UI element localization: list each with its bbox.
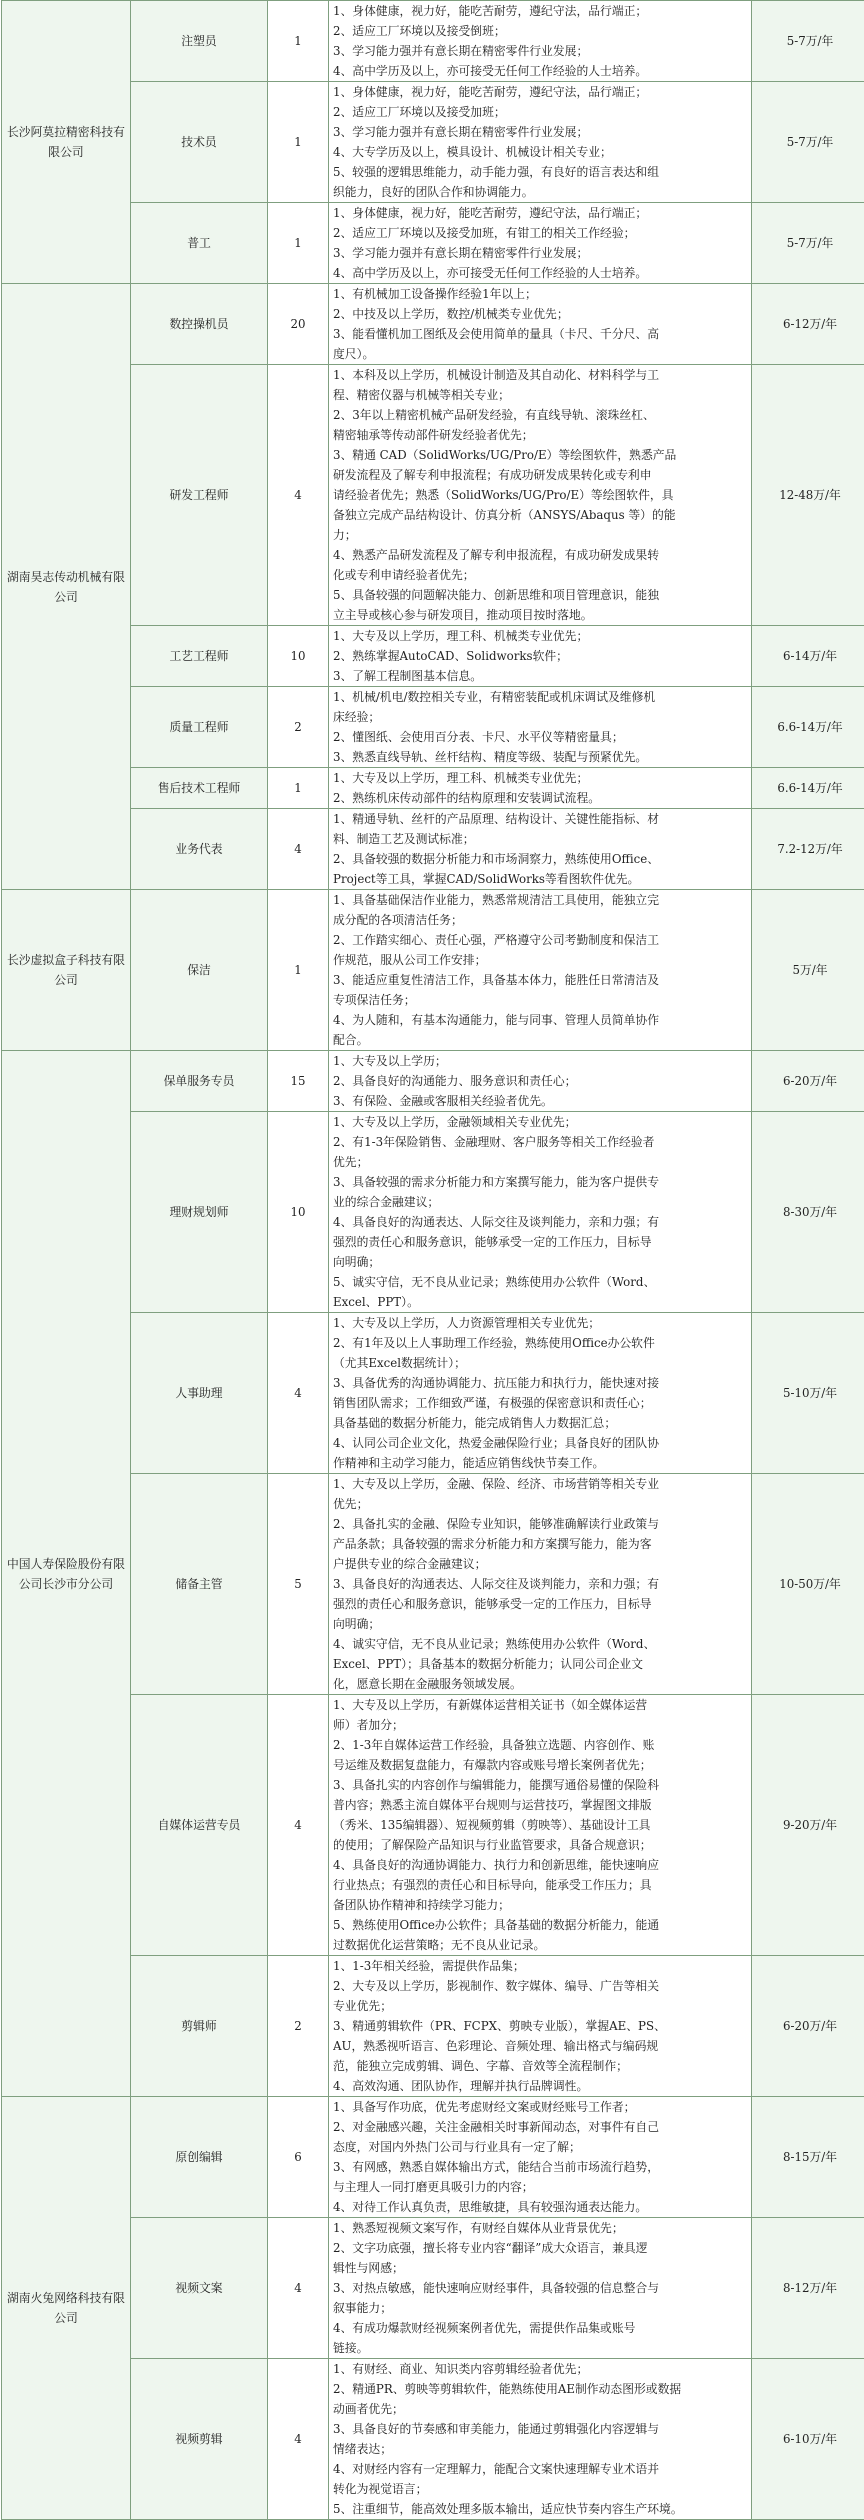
requirements-cell — [329, 768, 752, 809]
requirement-line: 2、大专及以上学历，影视制作、数字媒体、编导、广告等相关 — [333, 1979, 660, 1993]
requirement-line: 链接。 — [333, 2341, 369, 2355]
headcount: 5 — [268, 1474, 329, 1695]
requirement-line: 1、大专及以上学历，金融领域相关专业优先； — [333, 1115, 577, 1129]
requirement-line: 产品条款；具备较强的需求分析能力和方案撰写能力，能为客 — [333, 1537, 652, 1551]
requirement-line: 向明确； — [333, 1617, 381, 1631]
requirements-cell — [329, 1313, 752, 1474]
headcount: 15 — [268, 1051, 329, 1112]
salary: 10-50万/年 — [752, 1474, 864, 1695]
requirement-line: 3、对热点敏感，能快速响应财经事件，具备较强的信息整合与 — [333, 2281, 660, 2295]
headcount: 4 — [268, 365, 329, 626]
requirement-line: 5、较强的逻辑思维能力，动手能力强，有良好的语言表达和组 — [333, 165, 660, 179]
requirement-line: 4、有成功爆款财经视频案例者优先，需提供作品集或账号 — [333, 2321, 636, 2335]
headcount: 2 — [268, 687, 329, 768]
requirement-line: 向明确； — [333, 1255, 381, 1269]
position-name: 技术员 — [131, 82, 268, 203]
requirement-line: AU，熟悉视听语言、色彩理论、音频处理、输出格式与编码规 — [333, 2039, 659, 2053]
salary: 5-7万/年 — [752, 203, 864, 284]
requirements-cell — [329, 1051, 752, 1112]
requirement-line: Excel、PPT）。 — [333, 1295, 419, 1309]
requirement-line: 1、本科及以上学历，机械设计制造及其自动化、材料科学与工 — [333, 368, 660, 382]
requirement-line: 号运维及数据复盘能力，有爆款内容或账号增长案例者优先； — [333, 1758, 652, 1772]
position-name: 保洁 — [131, 890, 268, 1051]
company-name: 湖南火兔网络科技有限公司 — [2, 2097, 131, 2520]
requirement-line: 5、具备较强的问题解决能力、创新思维和项目管理意识，能独 — [333, 588, 660, 602]
requirement-line: Excel、PPT）；具备基本的数据分析能力；认同公司企业文 — [333, 1657, 644, 1671]
requirement-line: 2、具备良好的沟通能力、服务意识和责任心； — [333, 1074, 577, 1088]
position-name: 售后技术工程师 — [131, 768, 268, 809]
salary: 8-12万/年 — [752, 2218, 864, 2359]
salary: 6-14万/年 — [752, 626, 864, 687]
requirement-line: 情绪表达； — [333, 2442, 392, 2456]
requirement-line: 强烈的责任心和服务意识，能够承受一定的工作压力，目标导 — [333, 1597, 652, 1611]
requirement-line: 具备基础的数据分析能力，能完成销售人力数据汇总； — [333, 1416, 617, 1430]
job-table — [1, 0, 864, 2520]
headcount: 4 — [268, 2359, 329, 2520]
company-name: 湖南昊志传动机械有限公司 — [2, 284, 131, 890]
requirement-line: 的使用；了解保险产品知识与行业监管要求，具备合规意识； — [333, 1838, 652, 1852]
requirement-line: 4、高效沟通、团队协作，理解并执行品牌调性。 — [333, 2079, 589, 2093]
salary: 6.6-14万/年 — [752, 768, 864, 809]
requirements-cell — [329, 284, 752, 365]
requirement-line: 备团队协作精神和持续学习能力； — [333, 1898, 510, 1912]
headcount: 6 — [268, 2097, 329, 2218]
requirement-line: 床经验； — [333, 710, 381, 724]
requirement-line: 2、具备较强的数据分析能力和市场洞察力，熟练使用Office、 — [333, 852, 660, 866]
requirement-line: 2、适应工厂环境以及接受加班； — [333, 105, 506, 119]
position-name: 原创编辑 — [131, 2097, 268, 2218]
requirement-line: 度尺）。 — [333, 347, 375, 361]
headcount: 1 — [268, 768, 329, 809]
requirement-line: 1、大专及以上学历，理工科、机械类专业优先； — [333, 771, 589, 785]
requirement-line: 动画者优先； — [333, 2402, 404, 2416]
table-row — [2, 365, 864, 626]
salary: 5-7万/年 — [752, 82, 864, 203]
requirement-line: 户提供专业的综合金融建议； — [333, 1557, 487, 1571]
requirements-cell — [329, 687, 752, 768]
salary: 12-48万/年 — [752, 365, 864, 626]
requirements-cell — [329, 2097, 752, 2218]
salary: 6-10万/年 — [752, 2359, 864, 2520]
headcount: 1 — [268, 82, 329, 203]
salary: 5万/年 — [752, 890, 864, 1051]
salary: 6.6-14万/年 — [752, 687, 864, 768]
table-row — [2, 1313, 864, 1474]
requirement-line: 4、熟悉产品研发流程及了解专利申报流程，有成功研发成果转 — [333, 548, 660, 562]
requirement-line: 1、熟悉短视频文案写作，有财经自媒体从业背景优先； — [333, 2221, 624, 2235]
requirement-line: 3、具备优秀的沟通协调能力、抗压能力和执行力，能快速对接 — [333, 1376, 660, 1390]
salary: 5-7万/年 — [752, 1, 864, 82]
requirement-line: 4、具备良好的沟通表达、人际交往及谈判能力，亲和力强；有 — [333, 1215, 660, 1229]
requirement-line: 过数据优化运营策略；无不良从业记录。 — [333, 1938, 546, 1952]
salary: 6-20万/年 — [752, 1051, 864, 1112]
requirement-line: 1、身体健康，视力好，能吃苦耐劳，遵纪守法，品行端正； — [333, 206, 648, 220]
headcount: 10 — [268, 1112, 329, 1313]
requirement-line: 请经验者优先；熟悉（SolidWorks/UG/Pro/E）等绘图软件，具 — [333, 488, 674, 502]
table-row — [2, 1051, 864, 1112]
requirement-line: 2、3年以上精密机械产品研发经验，有直线导轨、滚珠丝杠、 — [333, 408, 655, 422]
position-name: 普工 — [131, 203, 268, 284]
position-name: 视频剪辑 — [131, 2359, 268, 2520]
requirement-line: 3、具备良好的沟通表达、人际交往及谈判能力，亲和力强；有 — [333, 1577, 660, 1591]
requirement-line: 4、高中学历及以上，亦可接受无任何工作经验的人士培养。 — [333, 64, 648, 78]
requirement-line: 专业优先； — [333, 1999, 392, 2013]
requirement-line: 2、有1-3年保险销售、金融理财、客户服务等相关工作经验者 — [333, 1135, 655, 1149]
requirement-line: 1、大专及以上学历，有新媒体运营相关证书（如全媒体运营 — [333, 1698, 648, 1712]
table-row — [2, 768, 864, 809]
requirement-line: 5、注重细节，能高效处理多版本输出，适应快节奏内容生产环境。 — [333, 2502, 683, 2516]
requirements-cell — [329, 2218, 752, 2359]
requirement-line: 3、有网感，熟悉自媒体输出方式，能结合当前市场流行趋势， — [333, 2160, 660, 2174]
requirement-line: 2、有1年及以上人事助理工作经验，熟练使用Office办公软件 — [333, 1336, 655, 1350]
job-table-body — [2, 1, 864, 2520]
requirement-line: 4、高中学历及以上，亦可接受无任何工作经验的人士培养。 — [333, 266, 648, 280]
headcount: 4 — [268, 1695, 329, 1956]
requirement-line: 精密轴承等传动部件研发经验者优先； — [333, 428, 534, 442]
requirement-line: 师）者加分； — [333, 1718, 404, 1732]
requirement-line: 4、具备良好的沟通协调能力、执行力和创新思维，能快速响应 — [333, 1858, 660, 1872]
table-row — [2, 626, 864, 687]
headcount: 1 — [268, 1, 329, 82]
requirement-line: 4、认同公司企业文化，热爱金融保险行业；具备良好的团队协 — [333, 1436, 660, 1450]
requirement-line: 1、机械/机电/数控相关专业，有精密装配或机床调试及维修机 — [333, 690, 656, 704]
position-name: 剪辑师 — [131, 1956, 268, 2097]
table-row — [2, 1474, 864, 1695]
headcount: 20 — [268, 284, 329, 365]
requirement-line: 3、精通 CAD（SolidWorks/UG/Pro/E）等绘图软件，熟悉产品 — [333, 448, 677, 462]
requirements-cell — [329, 1112, 752, 1313]
table-row — [2, 1, 864, 82]
requirement-line: 3、具备良好的节奏感和审美能力，能通过剪辑强化内容逻辑与 — [333, 2422, 660, 2436]
requirement-line: 1、1-3年相关经验，需提供作品集； — [333, 1959, 525, 1973]
table-row — [2, 890, 864, 1051]
position-name: 理财规划师 — [131, 1112, 268, 1313]
requirement-line: 备独立完成产品结构设计、仿真分析（ANSYS/Abaqus 等）的能 — [333, 508, 676, 522]
table-row — [2, 1956, 864, 2097]
requirement-line: 2、熟练机床传动部件的结构原理和安装调试流程。 — [333, 791, 601, 805]
requirements-cell — [329, 2359, 752, 2520]
requirements-cell — [329, 1956, 752, 2097]
requirement-line: 1、具备写作功底，优先考虑财经文案或财经账号工作者； — [333, 2100, 636, 2114]
requirement-line: 2、对金融感兴趣，关注金融相关时事新闻动态，对事件有自己 — [333, 2120, 660, 2134]
requirement-line: （尤其Excel数据统计）； — [333, 1356, 466, 1370]
table-row — [2, 2218, 864, 2359]
requirement-line: 力； — [333, 528, 357, 542]
requirement-line: 普内容；熟悉主流自媒体平台规则与运营技巧，掌握图文排版 — [333, 1798, 652, 1812]
position-name: 保单服务专员 — [131, 1051, 268, 1112]
position-name: 研发工程师 — [131, 365, 268, 626]
requirement-line: 2、具备扎实的金融、保险专业知识，能够准确解读行业政策与 — [333, 1517, 660, 1531]
requirement-line: 3、了解工程制图基本信息。 — [333, 669, 483, 683]
salary: 6-12万/年 — [752, 284, 864, 365]
table-row — [2, 1112, 864, 1313]
requirements-cell — [329, 82, 752, 203]
requirement-line: Project等工具，掌握CAD/SolidWorks等看图软件优先。 — [333, 872, 640, 886]
requirement-line: 作规范，服从公司工作安排； — [333, 953, 487, 967]
requirements-cell — [329, 809, 752, 890]
salary: 7.2-12万/年 — [752, 809, 864, 890]
position-name: 人事助理 — [131, 1313, 268, 1474]
headcount: 4 — [268, 1313, 329, 1474]
requirement-line: 2、懂图纸、会使用百分表、卡尺、水平仪等精密量具； — [333, 730, 624, 744]
requirement-line: 5、诚实守信，无不良从业记录；熟练使用办公软件（Word、 — [333, 1275, 656, 1289]
requirements-cell — [329, 1695, 752, 1956]
headcount: 2 — [268, 1956, 329, 2097]
table-row — [2, 1695, 864, 1956]
requirement-line: 2、适应工厂环境以及接受加班，有钳工的相关工作经验； — [333, 226, 636, 240]
requirement-line: 4、诚实守信，无不良从业记录；熟练使用办公软件（Word、 — [333, 1637, 656, 1651]
position-name: 储备主管 — [131, 1474, 268, 1695]
requirement-line: 1、大专及以上学历，人力资源管理相关专业优先； — [333, 1316, 601, 1330]
requirement-line: 态度，对国内外热门公司与行业具有一定了解； — [333, 2140, 581, 2154]
requirement-line: 成分配的各项清洁任务； — [333, 913, 463, 927]
requirement-line: 3、有保险、金融或客服相关经验者优先。 — [333, 1094, 553, 1108]
position-name: 自媒体运营专员 — [131, 1695, 268, 1956]
salary: 5-10万/年 — [752, 1313, 864, 1474]
requirement-line: 作精神和主动学习能力，能适应销售线快节奏工作。 — [333, 1456, 605, 1470]
salary: 9-20万/年 — [752, 1695, 864, 1956]
requirement-line: 行业热点；有强烈的责任心和目标导向，能承受工作压力；具 — [333, 1878, 652, 1892]
requirement-line: 3、能适应重复性清洁工作，具备基本体力，能胜任日常清洁及 — [333, 973, 660, 987]
requirement-line: 1、精通导轨、丝杆的产品原理、结构设计、关键性能指标、材 — [333, 812, 660, 826]
requirement-line: 销售团队需求；工作细致严谨，有极强的保密意识和责任心； — [333, 1396, 652, 1410]
table-row — [2, 203, 864, 284]
requirements-cell — [329, 203, 752, 284]
requirement-line: 范，能独立完成剪辑、调色、字幕、音效等全流程制作； — [333, 2059, 628, 2073]
position-name: 注塑员 — [131, 1, 268, 82]
requirement-line: 化，愿意长期在金融服务领域发展。 — [333, 1677, 522, 1691]
requirement-line: 2、中技及以上学历，数控/机械类专业优先； — [333, 307, 569, 321]
requirement-line: 1、身体健康，视力好，能吃苦耐劳，遵纪守法，品行端正； — [333, 4, 648, 18]
requirements-cell — [329, 1, 752, 82]
requirement-line: 辑性与网感； — [333, 2261, 404, 2275]
requirement-line: 1、有机械加工设备操作经验1年以上； — [333, 287, 537, 301]
table-row — [2, 284, 864, 365]
company-name: 中国人寿保险股份有限公司长沙市分公司 — [2, 1051, 131, 2097]
position-name: 业务代表 — [131, 809, 268, 890]
headcount: 4 — [268, 809, 329, 890]
requirement-line: 1、大专及以上学历； — [333, 1054, 447, 1068]
requirement-line: 1、身体健康，视力好，能吃苦耐劳，遵纪守法，品行端正； — [333, 85, 648, 99]
table-row — [2, 809, 864, 890]
requirement-line: 2、熟练掌握AutoCAD、Solidworks软件； — [333, 649, 568, 663]
requirements-cell — [329, 1474, 752, 1695]
requirement-line: 3、学习能力强并有意长期在精密零件行业发展； — [333, 44, 589, 58]
requirements-cell — [329, 365, 752, 626]
requirement-line: 强烈的责任心和服务意识，能够承受一定的工作压力，目标导 — [333, 1235, 652, 1249]
position-name: 质量工程师 — [131, 687, 268, 768]
position-name: 视频文案 — [131, 2218, 268, 2359]
requirements-cell — [329, 890, 752, 1051]
requirement-line: 1、有财经、商业、知识类内容剪辑经验者优先； — [333, 2362, 589, 2376]
requirement-line: 4、为人随和，有基本沟通能力，能与同事、管理人员简单协作 — [333, 1013, 660, 1027]
requirement-line: 3、学习能力强并有意长期在精密零件行业发展； — [333, 246, 589, 260]
requirement-line: 2、工作踏实细心、责任心强，严格遵守公司考勤制度和保洁工 — [333, 933, 660, 947]
requirement-line: 3、能看懂机加工图纸及会使用简单的量具（卡尺、千分尺、高 — [333, 327, 660, 341]
requirement-line: 3、学习能力强并有意长期在精密零件行业发展； — [333, 125, 589, 139]
requirements-cell — [329, 626, 752, 687]
table-row — [2, 82, 864, 203]
requirement-line: 3、具备较强的需求分析能力和方案撰写能力，能为客户提供专 — [333, 1175, 660, 1189]
requirement-line: 4、对财经内容有一定理解力，能配合文案快速理解专业术语并 — [333, 2462, 660, 2476]
table-row — [2, 2097, 864, 2218]
requirement-line: 3、精通剪辑软件（PR、FCPX、剪映专业版），掌握AE、PS、 — [333, 2019, 666, 2033]
salary: 6-20万/年 — [752, 1956, 864, 2097]
requirement-line: 优先； — [333, 1497, 369, 1511]
requirement-line: 1、大专及以上学历，理工科、机械类专业优先； — [333, 629, 589, 643]
requirement-line: 专项保洁任务； — [333, 993, 416, 1007]
headcount: 4 — [268, 2218, 329, 2359]
requirement-line: 2、1-3年自媒体运营工作经验，具备独立选题、内容创作、账 — [333, 1738, 655, 1752]
requirement-line: 研发流程及了解专利申报流程；有成功研发成果转化或专利申 — [333, 468, 652, 482]
headcount: 1 — [268, 203, 329, 284]
requirement-line: 叙事能力； — [333, 2301, 392, 2315]
requirement-line: 转化为视觉语言； — [333, 2482, 428, 2496]
requirement-line: 2、精通PR、剪映等剪辑软件，能熟练使用AE制作动态图形或数据 — [333, 2382, 682, 2396]
salary: 8-30万/年 — [752, 1112, 864, 1313]
requirement-line: 化或专利申请经验者优先； — [333, 568, 475, 582]
requirement-line: 1、大专及以上学历，金融、保险、经济、市场营销等相关专业 — [333, 1477, 660, 1491]
requirement-line: 5、熟练使用Office办公软件；具备基础的数据分析能力，能通 — [333, 1918, 660, 1932]
requirement-line: 立主导或核心参与研发项目，推动项目按时落地。 — [333, 608, 593, 622]
requirement-line: 2、适应工厂环境以及接受倒班； — [333, 24, 506, 38]
table-row — [2, 687, 864, 768]
company-name: 长沙阿莫拉精密科技有限公司 — [2, 1, 131, 284]
requirement-line: 3、具备扎实的内容创作与编辑能力，能撰写通俗易懂的保险科 — [333, 1778, 660, 1792]
salary: 8-15万/年 — [752, 2097, 864, 2218]
requirement-line: 程、精密仪器与机械等相关专业； — [333, 388, 510, 402]
headcount: 10 — [268, 626, 329, 687]
position-name: 工艺工程师 — [131, 626, 268, 687]
requirement-line: 4、对待工作认真负责，思维敏捷，具有较强沟通表达能力。 — [333, 2200, 648, 2214]
position-name: 数控操机员 — [131, 284, 268, 365]
requirement-line: 4、大专学历及以上，模具设计、机械设计相关专业； — [333, 145, 612, 159]
requirement-line: 配合。 — [333, 1033, 369, 1047]
requirement-line: 与主理人一同打磨更具吸引力的内容； — [333, 2180, 534, 2194]
company-name: 长沙虚拟盒子科技有限公司 — [2, 890, 131, 1051]
requirement-line: 3、熟悉直线导轨、丝杆结构、精度等级、装配与预紧优先。 — [333, 750, 648, 764]
requirement-line: 2、文字功底强，擅长将专业内容“翻译”成大众语言，兼具逻 — [333, 2241, 648, 2255]
requirement-line: 优先； — [333, 1155, 369, 1169]
requirement-line: 织能力，良好的团队合作和协调能力。 — [333, 185, 534, 199]
requirement-line: （秀米、135编辑器）、短视频剪辑（剪映等）、基础设计工具 — [333, 1818, 651, 1832]
headcount: 1 — [268, 890, 329, 1051]
requirement-line: 1、具备基础保洁作业能力，熟悉常规清洁工具使用，能独立完 — [333, 893, 660, 907]
requirement-line: 业的综合金融建议； — [333, 1195, 440, 1209]
table-row — [2, 2359, 864, 2520]
requirement-line: 料、制造工艺及测试标准； — [333, 832, 475, 846]
